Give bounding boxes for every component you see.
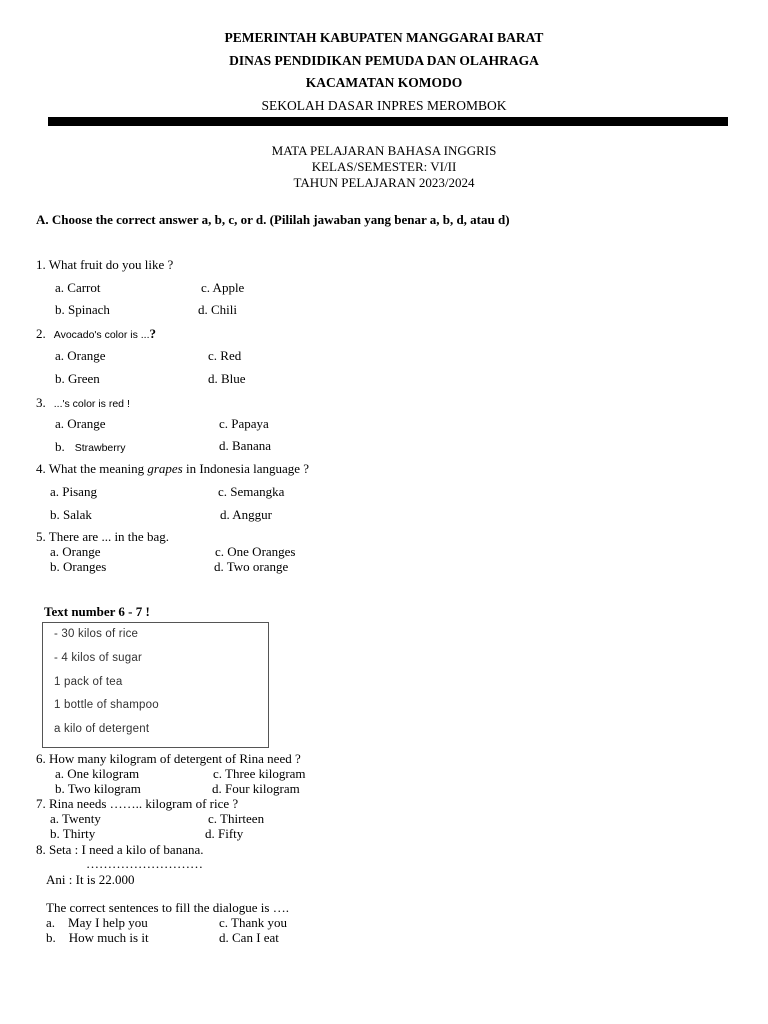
q3-option-a: a. Orange	[55, 416, 106, 431]
q7-option-c: c. Thirteen	[208, 811, 265, 826]
header-department: DINAS PENDIDIKAN PEMUDA DAN OLAHRAGA	[229, 53, 539, 68]
q1-option-c: c. Apple	[201, 280, 245, 295]
q8-blank: ………………………	[86, 856, 203, 871]
q6-option-c: c. Three kilogram	[213, 766, 306, 781]
q8-dialogue-ani: Ani : It is 22.000	[46, 872, 135, 887]
q3-option-d: d. Banana	[219, 438, 271, 453]
q4-option-b: b. Salak	[50, 507, 92, 522]
q5-option-a: a. Orange	[50, 544, 101, 559]
list-item: - 30 kilos of rice	[54, 628, 139, 640]
q6-option-b: b. Two kilogram	[55, 781, 141, 796]
q7-option-d: d. Fifty	[205, 826, 244, 841]
question-7: 7. Rina needs …….. kilogram of rice ?	[36, 796, 239, 811]
q5-option-d: d. Two orange	[214, 559, 289, 574]
q2-question-mark: ?	[149, 326, 157, 341]
q5-option-c: c. One Oranges	[215, 544, 296, 559]
q8-option-b: b. How much is it	[46, 930, 149, 945]
question-4	[36, 461, 309, 477]
q7-option-b: b. Thirty	[50, 826, 96, 841]
question-2	[36, 325, 156, 343]
school-year: TAHUN PELAJARAN 2023/2024	[293, 175, 475, 190]
subject-title: MATA PELAJARAN BAHASA INGGRIS	[271, 143, 497, 158]
q4-keyword: grapes	[147, 461, 183, 476]
q4-option-a: a. Pisang	[50, 484, 97, 499]
q2-option-c: c. Red	[208, 348, 242, 363]
question-6: 6. How many kilogram of detergent of Rina need ?	[36, 751, 301, 766]
header-school: SEKOLAH DASAR INPRES MEROMBOK	[261, 98, 507, 113]
question-3	[36, 394, 130, 412]
q1-option-b: b. Spinach	[55, 302, 110, 317]
header-district: KACAMATAN KOMODO	[305, 75, 463, 90]
question-8: 8. Seta : I need a kilo of banana.	[36, 842, 204, 857]
list-item: 1 bottle of shampoo	[54, 699, 159, 711]
q3-option-c: c. Papaya	[219, 416, 269, 431]
q4-option-c: c. Semangka	[218, 484, 285, 499]
q2-text: Avocado's color is ...	[53, 329, 150, 341]
q8-option-c: c. Thank you	[219, 915, 287, 930]
q8-prompt: The correct sentences to fill the dialogue is ….	[46, 900, 289, 915]
section-a-instruction: A. Choose the correct answer a, b, c, or d. (Pililah jawaban yang benar a, b, d, atau d)	[36, 212, 510, 227]
q6-option-a: a. One kilogram	[55, 766, 140, 781]
list-item: 1 pack of tea	[54, 676, 123, 688]
q3-option-b-letter: b.	[55, 439, 65, 454]
class-semester: KELAS/SEMESTER: VI/II	[311, 159, 457, 174]
q4-option-d: d. Anggur	[220, 507, 272, 522]
q2-option-d: d. Blue	[208, 371, 246, 386]
q3-number: 3.	[36, 395, 46, 410]
header-divider	[48, 117, 728, 126]
header-government: PEMERINTAH KABUPATEN MANGGARAI BARAT	[224, 30, 544, 45]
list-item: - 4 kilos of sugar	[54, 652, 142, 664]
q6-option-d: d. Four kilogram	[212, 781, 300, 796]
q1-option-a: a. Carrot	[55, 280, 101, 295]
q2-option-a: a. Orange	[55, 348, 106, 363]
q7-option-a: a. Twenty	[50, 811, 101, 826]
q8-option-d: d. Can I eat	[219, 930, 279, 945]
q3-option-b	[55, 438, 126, 456]
q2-option-b: b. Green	[55, 371, 100, 386]
q4-text-post: in Indonesia language ?	[182, 461, 310, 476]
text-section-title: Text number 6 - 7 !	[44, 604, 150, 619]
q2-number: 2.	[36, 326, 46, 341]
q8-option-a: a. May I help you	[46, 915, 148, 930]
list-item: a kilo of detergent	[54, 723, 150, 735]
q3-option-b-text: Strawberry	[74, 442, 126, 454]
question-1: 1. What fruit do you like ?	[36, 257, 174, 272]
q1-option-d: d. Chili	[198, 302, 238, 317]
q5-option-b: b. Oranges	[50, 559, 107, 574]
shopping-list-box	[42, 622, 269, 748]
q3-text: ...'s color is red !	[53, 398, 130, 410]
q4-text-pre: 4. What the meaning	[36, 461, 148, 476]
question-5: 5. There are ... in the bag.	[36, 529, 169, 544]
